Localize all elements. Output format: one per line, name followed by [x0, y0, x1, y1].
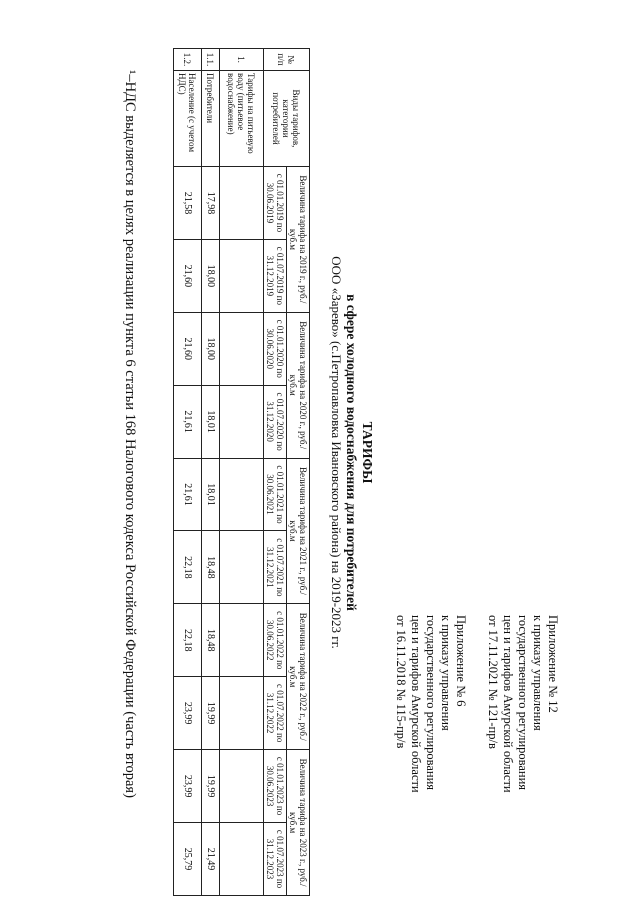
organization-line: ООО «Зарево» (с.Петропавловка Ивановского района) на 2019-2023 гг. — [329, 256, 344, 649]
table-row — [220, 49, 264, 896]
appendix-6-title: Приложение № 6 — [454, 615, 468, 707]
period-header: с 01.01.2021 по 30.06.2021 — [264, 458, 287, 531]
tariff-cell: 22,18 — [174, 531, 202, 604]
table-row — [202, 49, 220, 896]
tariff-cell: 18,00 — [202, 312, 220, 385]
period-header: с 01.07.2021 по 31.12.2021 — [264, 531, 287, 604]
row-name: Потребители — [202, 71, 220, 167]
tariff-cell — [220, 458, 264, 531]
period-header: с 01.07.2020 по 31.12.2020 — [264, 385, 287, 458]
period-header: с 01.01.2019 по 30.06.2019 — [264, 167, 287, 240]
tariff-table — [173, 48, 310, 896]
tariff-cell: 19,99 — [202, 677, 220, 750]
tariff-cell: 21,61 — [174, 458, 202, 531]
period-header: с 01.07.2022 по 31.12.2022 — [264, 677, 287, 750]
appendix-12-line: цен и тарифов Амурской области — [501, 615, 515, 793]
period-header: с 01.01.2023 по 30.06.2023 — [264, 750, 287, 823]
table-period-row — [264, 49, 287, 896]
appendix-6-line: государственного регулирования — [424, 615, 438, 791]
tariff-cell: 25,79 — [174, 823, 202, 896]
header-number: № п/п — [264, 49, 310, 71]
tariff-cell: 23,99 — [174, 750, 202, 823]
table-row — [174, 49, 202, 896]
header-year-2023: Величина тарифа на 2023 г., руб./куб.м — [287, 750, 310, 896]
tariff-cell: 17,98 — [202, 167, 220, 240]
tariff-cell: 23,99 — [174, 677, 202, 750]
vat-footnote: ¹–НДС выделяется в целях реализации пункта 6 статьи 168 Налогового кодекса Российской Федерации (часть вторая) — [122, 70, 138, 798]
period-header: с 01.07.2023 по 31.12.2023 — [264, 823, 287, 896]
row-number: 1.2. — [174, 49, 202, 71]
table-header-row — [287, 49, 310, 896]
document-subtitle: в сфере холодного водоснабжения для потребителей — [344, 294, 359, 611]
tariff-cell: 18,01 — [202, 458, 220, 531]
tariff-cell — [220, 239, 264, 312]
appendix-12-block — [485, 615, 560, 793]
tariff-cell — [220, 750, 264, 823]
appendix-6-block — [393, 615, 468, 793]
row-name: Население (с учетом НДС) — [174, 71, 202, 167]
tariff-cell: 18,48 — [202, 604, 220, 677]
tariff-cell — [220, 385, 264, 458]
tariff-cell: 21,61 — [174, 385, 202, 458]
tariff-cell: 21,60 — [174, 239, 202, 312]
header-year-2019: Величина тарифа на 2019 г., руб./куб.м — [287, 167, 310, 313]
appendix-12-line: от 17.11.2021 № 121-пр/в — [486, 615, 500, 749]
row-number: 1. — [220, 49, 264, 71]
period-header: с 01.01.2022 по 30.06.2022 — [264, 604, 287, 677]
tariff-cell: 22,18 — [174, 604, 202, 677]
tariff-cell — [220, 823, 264, 896]
tariff-cell: 21,49 — [202, 823, 220, 896]
tariff-cell — [220, 604, 264, 677]
appendix-6-line: цен и тарифов Амурской области — [409, 615, 423, 793]
appendix-6-line: к приказу управления — [439, 615, 453, 731]
row-number: 1.1. — [202, 49, 220, 71]
header-year-2020: Величина тарифа на 2020 г., руб./куб.м — [287, 312, 310, 458]
header-year-2021: Величина тарифа на 2021 г., руб./куб.м — [287, 458, 310, 604]
period-header: с 01.01.2020 по 30.06.2020 — [264, 312, 287, 385]
tariff-cell: 18,48 — [202, 531, 220, 604]
period-header: с 01.07.2019 по 31.12.2019 — [264, 239, 287, 312]
appendix-12-line: государственного регулирования — [516, 615, 530, 791]
tariff-cell — [220, 677, 264, 750]
header-tariff-type: Виды тарифов, категории потребителей — [264, 71, 310, 167]
header-year-2022: Величина тарифа на 2022 г., руб./куб.м — [287, 604, 310, 750]
tariff-cell — [220, 312, 264, 385]
tariff-cell — [220, 167, 264, 240]
tariff-cell: 21,60 — [174, 312, 202, 385]
row-name: Тарифы на питьевую воду (питьевое водоснабжение) — [220, 71, 264, 167]
tariff-cell: 18,00 — [202, 239, 220, 312]
tariff-cell: 18,01 — [202, 385, 220, 458]
tariff-cell: 21,58 — [174, 167, 202, 240]
appendix-12-title: Приложение № 12 — [546, 615, 560, 713]
appendix-12-line: к приказу управления — [531, 615, 545, 731]
appendix-6-line: от 16.11.2018 № 115-пр/в — [394, 615, 408, 749]
document-title: ТАРИФЫ — [360, 421, 375, 484]
tariff-cell — [220, 531, 264, 604]
tariff-cell: 19,99 — [202, 750, 220, 823]
